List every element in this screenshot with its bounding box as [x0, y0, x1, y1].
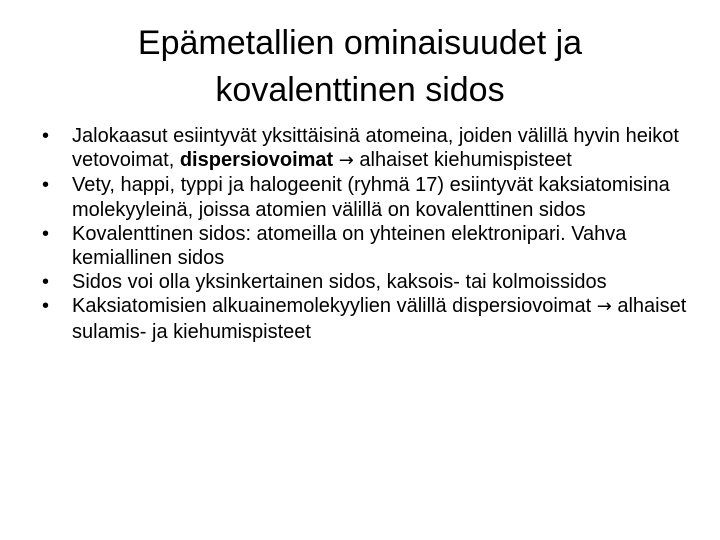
arrow-right-icon: →: [338, 150, 354, 172]
bullet-list: [36, 124, 696, 344]
arrow-right-icon: →: [596, 296, 612, 318]
title-line-1: Epämetallien ominaisuudet ja: [137, 24, 583, 62]
bullet-text: alhaiset kiehumispisteet: [353, 149, 572, 172]
bullet-text: alhaiset sulamis- ja kiehumispisteet: [72, 295, 687, 343]
bullet-text: Jalokaasut esiintyvät yksittäisinä atomeina, joiden välillä hyvin heikot vetovoimat,: [72, 125, 679, 172]
bullet-marker: •: [42, 271, 50, 294]
bullet-text: Sidos voi olla yksinkertainen sidos, kaksois- tai kolmoissidos: [72, 271, 607, 294]
bullet-marker: •: [42, 125, 50, 147]
bullet-marker: •: [42, 222, 50, 245]
bullet-text: Kovalenttinen sidos: atomeilla on yhteinen elektronipari. Vahva kemiallinen sidos: [72, 222, 627, 270]
title-line-2: kovalenttinen sidos: [215, 71, 505, 109]
bullet-item-1: [36, 124, 696, 173]
slide-title: [60, 20, 660, 114]
bullet-item-5: [36, 294, 696, 343]
bullet-marker: •: [42, 295, 50, 318]
bullet-text: Kaksiatomisien alkuainemolekyylien välillä dispersiovoimat: [72, 295, 597, 318]
bullet-bold-text: dispersiovoimat: [179, 149, 334, 172]
bullet-item-4: [36, 270, 696, 294]
bullet-text: Vety, happi, typpi ja halogeenit (ryhmä 17) esiintyvät kaksiatomisina molekyyleinä, joissa atomien välillä on kovalenttinen sidos: [72, 174, 670, 221]
bullet-item-2: [36, 173, 696, 221]
bullet-item-3: [36, 222, 696, 270]
bullet-marker: •: [42, 174, 50, 197]
